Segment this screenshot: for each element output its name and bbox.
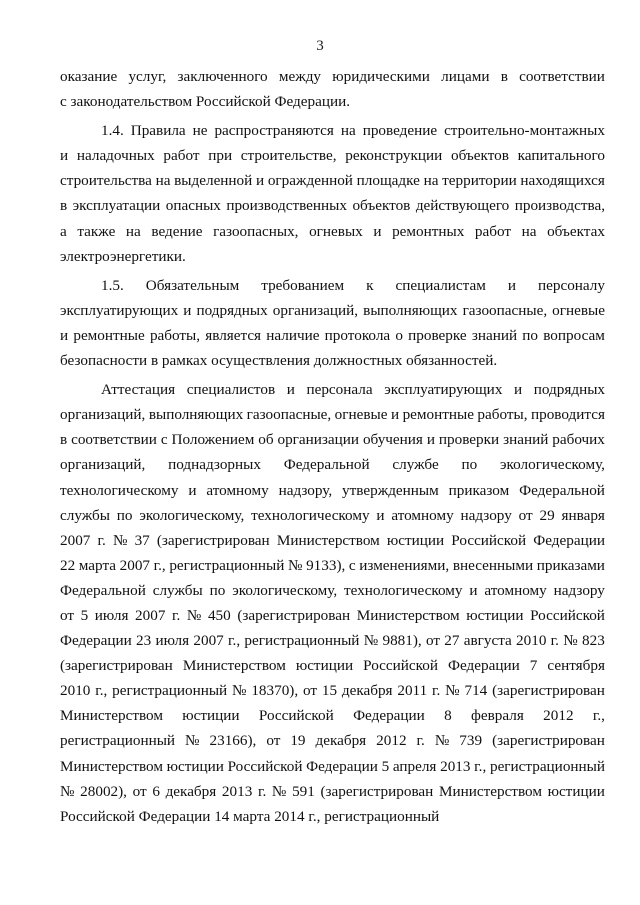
word: 9881),	[382, 632, 422, 650]
word: Федерации	[353, 707, 425, 725]
text-line	[60, 89, 605, 114]
text-line	[60, 118, 605, 143]
word: (зарегистрирован	[60, 657, 173, 675]
word: персоналу	[537, 276, 605, 294]
word: эксплуатирующих	[60, 301, 179, 319]
word: регистрационный	[112, 682, 228, 700]
word: 2014	[274, 807, 305, 825]
word: декабря	[165, 782, 217, 800]
text-line	[60, 804, 605, 829]
word: от	[302, 682, 318, 700]
word: регистрационный	[169, 556, 285, 574]
text-line	[60, 193, 605, 218]
word: (зарегистрирован	[237, 606, 351, 624]
word: о	[395, 326, 403, 344]
word: утвержденным	[342, 481, 439, 499]
word: 6	[152, 782, 160, 800]
word: 18370),	[251, 682, 299, 700]
word: Федерации	[533, 531, 605, 549]
word: по	[522, 326, 539, 344]
word: Обязательным	[145, 276, 240, 294]
text-line	[60, 219, 605, 244]
word: и	[507, 276, 516, 294]
word: Федерации	[60, 632, 132, 650]
word: 2007	[60, 531, 91, 549]
word: Правила	[130, 122, 186, 140]
word: Российской	[60, 807, 135, 825]
word: №	[563, 632, 578, 650]
text-line	[60, 244, 605, 269]
word: безопасности в рамках осуществления должностных обязанностей.	[60, 352, 498, 370]
text-line	[60, 703, 605, 728]
word: территории	[442, 172, 517, 190]
word: и	[255, 172, 265, 190]
word: надзору	[460, 506, 512, 524]
word: сентября	[547, 657, 605, 675]
word: и	[188, 481, 197, 499]
word: приказами	[536, 556, 605, 574]
text-line	[60, 779, 605, 804]
text-line	[60, 273, 605, 298]
word: №	[287, 556, 303, 574]
word: эксплуатации	[72, 197, 161, 215]
text-line	[60, 64, 605, 89]
word: Министерством	[60, 707, 163, 725]
word: проводится	[530, 406, 605, 424]
word: 23166),	[209, 732, 257, 750]
word: г.	[416, 732, 425, 750]
word: марта	[78, 556, 117, 574]
text-line	[60, 478, 605, 503]
word: юридическими	[332, 68, 430, 85]
word: опасных	[165, 197, 221, 215]
word: 22	[60, 556, 76, 574]
word: ведение	[151, 222, 203, 240]
word: и	[376, 506, 385, 524]
word: юстиции	[466, 606, 524, 624]
word: знаний	[503, 431, 549, 449]
word: регистрационный	[489, 757, 605, 775]
word: декабря	[341, 682, 393, 700]
word: августа	[463, 632, 512, 650]
word: 2011	[397, 682, 428, 700]
word: эксплуатирующих	[384, 381, 503, 399]
word: 2007	[135, 606, 166, 624]
word: Российской	[258, 707, 334, 725]
word: 2010	[516, 632, 547, 650]
word: газоопасные,	[246, 406, 332, 424]
word: г.,	[308, 807, 321, 825]
word: г.	[432, 682, 441, 700]
text-line	[60, 578, 605, 603]
word: Положением	[171, 431, 255, 449]
word: г.	[257, 782, 267, 800]
word: рабочих	[552, 431, 605, 449]
word: 2012	[376, 732, 407, 750]
page-number: 3	[316, 38, 324, 54]
word: Федеральной	[60, 581, 146, 599]
word: (зарегистрирован	[156, 531, 270, 549]
word: огражденной	[267, 172, 353, 190]
word: Федерации	[138, 807, 211, 825]
word: юстиции	[182, 707, 240, 725]
word: наладочных	[76, 147, 155, 165]
word: об	[258, 431, 274, 449]
word: распространяются	[214, 122, 334, 140]
word: с	[160, 431, 168, 449]
word: объектов	[450, 147, 509, 165]
word: выполняющих	[363, 301, 458, 319]
word: г.,	[95, 682, 108, 700]
word: Министерством	[182, 657, 286, 675]
text-line	[60, 348, 605, 373]
word: капитального	[517, 147, 605, 165]
word: строительства	[60, 172, 152, 190]
word: работ	[474, 222, 511, 240]
word: 37	[134, 531, 150, 549]
text-line	[60, 503, 605, 528]
word: и	[183, 301, 192, 319]
word: вопросам	[543, 326, 605, 344]
word: Министерством	[60, 757, 163, 775]
word: атомному	[206, 481, 269, 499]
word: №	[186, 606, 202, 624]
word: 1.4.	[101, 122, 124, 140]
word: строительстве,	[240, 147, 337, 165]
word: №	[232, 682, 247, 700]
word: объектах	[547, 222, 605, 240]
word: ремонтные	[402, 406, 474, 424]
word: г.	[97, 531, 106, 549]
paragraph	[60, 273, 605, 373]
word: 5	[381, 757, 390, 775]
word: (зарегистрирован	[320, 782, 434, 800]
word: г.,	[228, 632, 241, 650]
word: в	[60, 431, 68, 449]
word: заключенного	[177, 68, 268, 85]
word: находящихся	[520, 172, 605, 190]
word: и	[373, 222, 382, 240]
text-line	[60, 298, 605, 323]
word: от	[132, 782, 147, 800]
word: юстиции	[295, 657, 354, 675]
word: г.,	[474, 757, 487, 775]
text-line	[60, 678, 605, 703]
word: огневые	[552, 301, 605, 319]
word: протокола	[324, 326, 391, 344]
word: надзору,	[278, 481, 333, 499]
word: также	[77, 222, 116, 240]
word: июля	[94, 606, 129, 624]
text-line	[60, 553, 605, 578]
text-line	[60, 452, 605, 477]
word: 2010	[60, 682, 91, 700]
word: Российской	[363, 657, 438, 675]
word: с	[348, 556, 356, 574]
word: экологическому,	[500, 456, 605, 474]
word: организации	[277, 431, 360, 449]
text-line	[60, 528, 605, 553]
word: объектов	[352, 197, 411, 215]
text-line	[60, 628, 605, 653]
word: надзору	[553, 581, 605, 599]
word: Министерством	[276, 531, 380, 549]
word: производственных	[226, 197, 347, 215]
word: Федеральной	[519, 481, 605, 499]
word: атомному	[484, 581, 547, 599]
word: 28002),	[80, 782, 127, 800]
word: 8	[444, 707, 452, 725]
word: организаций,	[60, 406, 146, 424]
word: по	[116, 506, 133, 524]
word: Федерации	[448, 657, 520, 675]
word: организаций,	[60, 456, 146, 474]
word: в	[500, 68, 508, 85]
paragraph	[60, 118, 605, 269]
word: лицами	[441, 68, 490, 85]
word: и	[60, 147, 69, 165]
word: Федеральной	[283, 456, 370, 474]
word: действующего	[415, 197, 510, 215]
word: знаний	[471, 326, 518, 344]
word: апреля	[392, 757, 437, 775]
word: на	[423, 172, 439, 190]
word: 2013	[440, 757, 471, 775]
word: подрядных	[533, 381, 605, 399]
word: марта	[233, 807, 271, 825]
text-line	[60, 377, 605, 402]
word: февраля	[471, 707, 524, 725]
word: по	[461, 456, 478, 474]
word: специалистам	[395, 276, 486, 294]
word: с законодательством Российской Федерации.	[60, 93, 351, 111]
word: №	[185, 732, 200, 750]
word: на	[155, 172, 171, 190]
word: от	[518, 506, 533, 524]
word: и	[390, 406, 400, 424]
word: проведение	[362, 122, 438, 140]
word: Аттестация	[101, 381, 176, 399]
word: Министерством	[438, 782, 542, 800]
word: к	[366, 276, 374, 294]
text-line	[60, 427, 605, 452]
word: января	[561, 506, 605, 524]
word: ремонтные	[73, 326, 145, 344]
word: и	[60, 326, 69, 344]
word: Российской	[530, 606, 605, 624]
word: наличие	[266, 326, 320, 344]
word: 5	[80, 606, 89, 624]
text-line	[60, 728, 605, 753]
word: проверке	[408, 326, 467, 344]
word: 7	[529, 657, 538, 675]
word: 739	[459, 732, 483, 750]
word: г.,	[592, 707, 605, 725]
word: Министерством	[356, 606, 460, 624]
word: 714	[464, 682, 488, 700]
word: Российской	[451, 531, 527, 549]
word: 2007	[119, 556, 150, 574]
word: оказание	[60, 68, 118, 85]
word: 29	[539, 506, 555, 524]
word: приказом	[448, 481, 510, 499]
word: 591	[292, 782, 315, 800]
word: а	[60, 222, 67, 240]
word: службы	[60, 506, 110, 524]
word: №	[363, 632, 379, 650]
text-line	[60, 402, 605, 427]
word: газоопасных,	[213, 222, 299, 240]
word: электроэнергетики.	[60, 247, 186, 265]
word: г.,	[153, 556, 166, 574]
word: юстиции	[166, 757, 224, 775]
word: и	[469, 581, 478, 599]
word: услуг,	[128, 68, 167, 85]
word: обучения	[362, 431, 423, 449]
word: в	[60, 197, 68, 215]
word: площадке	[356, 172, 420, 190]
word: и	[514, 381, 523, 399]
word: по	[209, 581, 226, 599]
word: №	[434, 732, 450, 750]
word: организаций,	[272, 301, 359, 319]
paragraph	[60, 377, 605, 829]
word: №	[112, 531, 128, 549]
word: на	[340, 122, 356, 140]
word: выделенной	[174, 172, 253, 190]
word: 823	[582, 632, 605, 650]
word: 15	[321, 682, 338, 700]
word: от	[60, 606, 75, 624]
word: 14	[214, 807, 230, 825]
word: декабря	[315, 732, 367, 750]
word: 450	[207, 606, 231, 624]
word: изменениями,	[359, 556, 450, 574]
word: от	[425, 632, 440, 650]
word: реконструкции	[345, 147, 443, 165]
word: работы,	[149, 326, 201, 344]
word: 1.5.	[101, 276, 124, 294]
word: Российской	[227, 757, 303, 775]
word: проверки	[438, 431, 500, 449]
word: требованием	[261, 276, 345, 294]
word: 19	[290, 732, 306, 750]
word: г.	[550, 632, 559, 650]
text-line	[60, 168, 605, 193]
word: строительно-монтажных	[444, 122, 605, 140]
word: 9133),	[306, 556, 346, 574]
word: подрядных	[196, 301, 268, 319]
word: регистрационный	[244, 632, 360, 650]
word: регистрационный	[324, 807, 440, 825]
word: технологическому	[60, 481, 179, 499]
word: при	[208, 147, 233, 165]
word: персонала	[306, 381, 373, 399]
document-body	[60, 64, 605, 829]
word: 27	[444, 632, 460, 650]
word: огневые	[334, 406, 388, 424]
word: газоопасные,	[462, 301, 548, 319]
word: на	[521, 222, 537, 240]
word: специалистов	[186, 381, 276, 399]
text-line	[60, 653, 605, 678]
word: является	[205, 326, 262, 344]
word: экологическому,	[232, 581, 338, 599]
word: и	[426, 431, 435, 449]
word: между	[278, 68, 322, 85]
text-line	[60, 754, 605, 779]
word: технологическому	[251, 506, 370, 524]
word: работы,	[477, 406, 528, 424]
word: (зарегистрирован	[492, 732, 605, 750]
word: огневых	[309, 222, 363, 240]
word: №	[445, 682, 460, 700]
word: регистрационный	[60, 732, 176, 750]
word: №	[60, 782, 75, 800]
text-line	[60, 603, 605, 628]
word: 23	[136, 632, 152, 650]
word: службе	[392, 456, 439, 474]
word: атомному	[391, 506, 454, 524]
text-line	[60, 143, 605, 168]
word: июля	[155, 632, 190, 650]
word: юстиции	[547, 782, 605, 800]
word: технологическому	[344, 581, 463, 599]
word: ремонтных	[392, 222, 465, 240]
word: от	[266, 732, 281, 750]
word: 2012	[543, 707, 574, 725]
word: и	[286, 381, 295, 399]
word: соответствии	[519, 68, 605, 85]
text-line	[60, 323, 605, 348]
word: 2007	[193, 632, 224, 650]
word: экологическому,	[139, 506, 245, 524]
word: соответствии	[71, 431, 157, 449]
paragraph	[60, 64, 605, 114]
word: поднадзорных	[168, 456, 261, 474]
word: Федерации	[306, 757, 378, 775]
word: №	[271, 782, 287, 800]
word: г.	[171, 606, 181, 624]
word: (зарегистрирован	[492, 682, 605, 700]
word: 2013	[221, 782, 253, 800]
word: внесенными	[452, 556, 534, 574]
word: выполняющих	[148, 406, 244, 424]
word: юстиции	[386, 531, 445, 549]
word: службы	[152, 581, 203, 599]
word: производства,	[514, 197, 605, 215]
word: на	[125, 222, 141, 240]
word: не	[192, 122, 208, 140]
word: работ	[163, 147, 200, 165]
